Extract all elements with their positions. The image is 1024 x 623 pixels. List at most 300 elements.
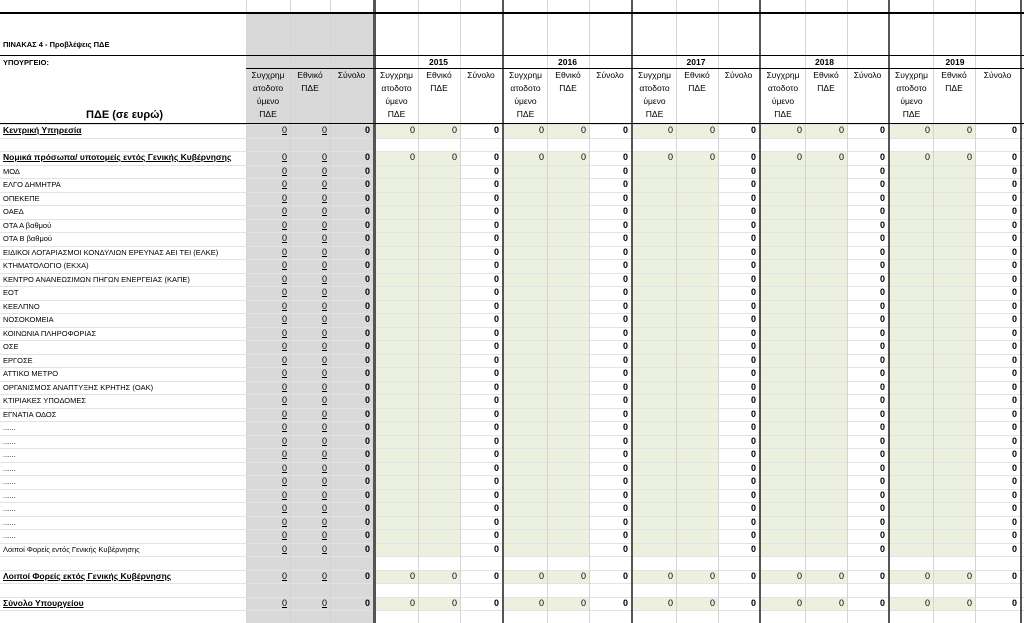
- cell-value[interactable]: 0: [1011, 233, 1017, 243]
- cell-value[interactable]: 0: [281, 530, 287, 540]
- cell-value[interactable]: 0: [1011, 435, 1017, 446]
- cell-value[interactable]: 0: [924, 125, 930, 135]
- cell-value[interactable]: 0: [281, 570, 287, 581]
- cell-value[interactable]: 0: [409, 125, 415, 135]
- cell-value[interactable]: 0: [879, 368, 885, 378]
- cell-value[interactable]: 0: [1011, 449, 1017, 459]
- cell-value[interactable]: 0: [321, 206, 327, 216]
- cell-value[interactable]: 0: [750, 314, 756, 324]
- cell-value[interactable]: 0: [879, 422, 885, 432]
- cell-value[interactable]: 0: [493, 354, 499, 365]
- cell-value[interactable]: 0: [879, 192, 885, 203]
- cell-value[interactable]: 0: [451, 570, 457, 581]
- cell-value[interactable]: 0: [1011, 206, 1017, 216]
- cell-value[interactable]: 0: [709, 152, 715, 162]
- cell-value[interactable]: 0: [750, 219, 756, 230]
- cell-value[interactable]: 0: [493, 381, 499, 392]
- cell-value[interactable]: 0: [493, 368, 499, 378]
- cell-value[interactable]: 0: [321, 570, 327, 581]
- cell-value[interactable]: 0: [281, 381, 287, 392]
- cell-value[interactable]: 0: [281, 503, 287, 513]
- cell-value[interactable]: 0: [796, 570, 802, 581]
- cell-value[interactable]: 0: [622, 449, 628, 459]
- cell-value[interactable]: 0: [321, 152, 327, 162]
- cell-value[interactable]: 0: [879, 570, 885, 581]
- cell-value[interactable]: 0: [1011, 381, 1017, 392]
- cell-value[interactable]: 0: [409, 570, 415, 581]
- cell-value[interactable]: 0: [879, 381, 885, 392]
- cell-value[interactable]: 0: [364, 233, 370, 243]
- cell-value[interactable]: 0: [750, 597, 756, 608]
- cell-value[interactable]: 0: [622, 543, 628, 554]
- cell-value[interactable]: 0: [364, 435, 370, 446]
- cell-value[interactable]: 0: [321, 233, 327, 243]
- cell-value[interactable]: 0: [321, 543, 327, 554]
- cell-value[interactable]: 0: [750, 165, 756, 176]
- cell-value[interactable]: 0: [1011, 300, 1017, 311]
- cell-value[interactable]: 0: [321, 354, 327, 365]
- cell-value[interactable]: 0: [493, 273, 499, 284]
- cell-value[interactable]: 0: [538, 125, 544, 135]
- cell-value[interactable]: 0: [493, 435, 499, 446]
- cell-value[interactable]: 0: [493, 260, 499, 270]
- cell-value[interactable]: 0: [364, 530, 370, 540]
- cell-value[interactable]: 0: [879, 246, 885, 257]
- cell-value[interactable]: 0: [622, 516, 628, 527]
- cell-value[interactable]: 0: [750, 435, 756, 446]
- cell-value[interactable]: 0: [321, 462, 327, 473]
- cell-value[interactable]: 0: [1011, 597, 1017, 608]
- cell-value[interactable]: 0: [667, 152, 673, 162]
- cell-value[interactable]: 0: [879, 435, 885, 446]
- cell-value[interactable]: 0: [364, 165, 370, 176]
- cell-value[interactable]: 0: [1011, 287, 1017, 297]
- cell-value[interactable]: 0: [364, 192, 370, 203]
- cell-value[interactable]: 0: [750, 125, 756, 135]
- cell-value[interactable]: 0: [966, 597, 972, 608]
- cell-value[interactable]: 0: [321, 597, 327, 608]
- cell-value[interactable]: 0: [667, 570, 673, 581]
- cell-value[interactable]: 0: [281, 422, 287, 432]
- cell-value[interactable]: 0: [750, 570, 756, 581]
- cell-value[interactable]: 0: [1011, 476, 1017, 486]
- cell-value[interactable]: 0: [364, 246, 370, 257]
- cell-value[interactable]: 0: [622, 152, 628, 162]
- cell-value[interactable]: 0: [364, 206, 370, 216]
- cell-value[interactable]: 0: [796, 125, 802, 135]
- cell-value[interactable]: 0: [622, 422, 628, 432]
- cell-value[interactable]: 0: [622, 381, 628, 392]
- cell-value[interactable]: 0: [281, 233, 287, 243]
- cell-value[interactable]: 0: [622, 327, 628, 338]
- cell-value[interactable]: 0: [409, 152, 415, 162]
- cell-value[interactable]: 0: [538, 597, 544, 608]
- cell-value[interactable]: 0: [879, 530, 885, 540]
- cell-value[interactable]: 0: [1011, 516, 1017, 527]
- cell-value[interactable]: 0: [493, 449, 499, 459]
- cell-value[interactable]: 0: [281, 152, 287, 162]
- cell-value[interactable]: 0: [1011, 179, 1017, 189]
- cell-value[interactable]: 0: [622, 368, 628, 378]
- cell-value[interactable]: 0: [364, 570, 370, 581]
- cell-value[interactable]: 0: [281, 408, 287, 419]
- cell-value[interactable]: 0: [1011, 489, 1017, 500]
- cell-value[interactable]: 0: [281, 435, 287, 446]
- cell-value[interactable]: 0: [1011, 192, 1017, 203]
- cell-value[interactable]: 0: [750, 246, 756, 257]
- cell-value[interactable]: 0: [493, 219, 499, 230]
- cell-value[interactable]: 0: [281, 206, 287, 216]
- cell-value[interactable]: 0: [750, 192, 756, 203]
- cell-value[interactable]: 0: [321, 530, 327, 540]
- cell-value[interactable]: 0: [622, 354, 628, 365]
- cell-value[interactable]: 0: [281, 341, 287, 351]
- cell-value[interactable]: 0: [364, 314, 370, 324]
- cell-value[interactable]: 0: [281, 327, 287, 338]
- cell-value[interactable]: 0: [364, 597, 370, 608]
- cell-value[interactable]: 0: [924, 570, 930, 581]
- cell-value[interactable]: 0: [750, 449, 756, 459]
- cell-value[interactable]: 0: [281, 476, 287, 486]
- cell-value[interactable]: 0: [281, 516, 287, 527]
- cell-value[interactable]: 0: [879, 219, 885, 230]
- cell-value[interactable]: 0: [622, 341, 628, 351]
- cell-value[interactable]: 0: [364, 368, 370, 378]
- cell-value[interactable]: 0: [1011, 395, 1017, 405]
- cell-value[interactable]: 0: [364, 300, 370, 311]
- cell-value[interactable]: 0: [879, 152, 885, 162]
- cell-value[interactable]: 0: [321, 273, 327, 284]
- cell-value[interactable]: 0: [281, 543, 287, 554]
- cell-value[interactable]: 0: [838, 597, 844, 608]
- cell-value[interactable]: 0: [281, 273, 287, 284]
- cell-value[interactable]: 0: [321, 179, 327, 189]
- cell-value[interactable]: 0: [879, 449, 885, 459]
- cell-value[interactable]: 0: [321, 435, 327, 446]
- cell-value[interactable]: 0: [879, 233, 885, 243]
- cell-value[interactable]: 0: [1011, 570, 1017, 581]
- cell-value[interactable]: 0: [838, 125, 844, 135]
- cell-value[interactable]: 0: [838, 570, 844, 581]
- cell-value[interactable]: 0: [879, 408, 885, 419]
- cell-value[interactable]: 0: [321, 260, 327, 270]
- cell-value[interactable]: 0: [321, 246, 327, 257]
- cell-value[interactable]: 0: [364, 516, 370, 527]
- cell-value[interactable]: 0: [879, 165, 885, 176]
- cell-value[interactable]: 0: [493, 165, 499, 176]
- cell-value[interactable]: 0: [750, 233, 756, 243]
- cell-value[interactable]: 0: [879, 543, 885, 554]
- cell-value[interactable]: 0: [1011, 503, 1017, 513]
- cell-value[interactable]: 0: [879, 395, 885, 405]
- cell-value[interactable]: 0: [281, 300, 287, 311]
- cell-value[interactable]: 0: [750, 354, 756, 365]
- cell-value[interactable]: 0: [750, 462, 756, 473]
- cell-value[interactable]: 0: [750, 543, 756, 554]
- cell-value[interactable]: 0: [1011, 273, 1017, 284]
- cell-value[interactable]: 0: [364, 408, 370, 419]
- cell-value[interactable]: 0: [321, 489, 327, 500]
- cell-value[interactable]: 0: [364, 125, 370, 135]
- cell-value[interactable]: 0: [622, 503, 628, 513]
- cell-value[interactable]: 0: [321, 408, 327, 419]
- cell-value[interactable]: 0: [1011, 341, 1017, 351]
- cell-value[interactable]: 0: [281, 125, 287, 135]
- cell-value[interactable]: 0: [879, 314, 885, 324]
- cell-value[interactable]: 0: [493, 530, 499, 540]
- cell-value[interactable]: 0: [281, 179, 287, 189]
- cell-value[interactable]: 0: [750, 206, 756, 216]
- cell-value[interactable]: 0: [321, 422, 327, 432]
- cell-value[interactable]: 0: [321, 165, 327, 176]
- cell-value[interactable]: 0: [493, 422, 499, 432]
- cell-value[interactable]: 0: [364, 260, 370, 270]
- cell-value[interactable]: 0: [493, 503, 499, 513]
- cell-value[interactable]: 0: [493, 125, 499, 135]
- cell-value[interactable]: 0: [451, 597, 457, 608]
- cell-value[interactable]: 0: [364, 489, 370, 500]
- cell-value[interactable]: 0: [750, 273, 756, 284]
- cell-value[interactable]: 0: [1011, 165, 1017, 176]
- cell-value[interactable]: 0: [796, 597, 802, 608]
- cell-value[interactable]: 0: [924, 152, 930, 162]
- cell-value[interactable]: 0: [966, 152, 972, 162]
- cell-value[interactable]: 0: [750, 516, 756, 527]
- cell-value[interactable]: 0: [879, 341, 885, 351]
- cell-value[interactable]: 0: [493, 341, 499, 351]
- cell-value[interactable]: 0: [281, 354, 287, 365]
- cell-value[interactable]: 0: [879, 287, 885, 297]
- cell-value[interactable]: 0: [879, 462, 885, 473]
- cell-value[interactable]: 0: [1011, 368, 1017, 378]
- cell-value[interactable]: 0: [364, 543, 370, 554]
- cell-value[interactable]: 0: [580, 597, 586, 608]
- cell-value[interactable]: 0: [281, 597, 287, 608]
- cell-value[interactable]: 0: [1011, 408, 1017, 419]
- cell-value[interactable]: 0: [622, 287, 628, 297]
- cell-value[interactable]: 0: [709, 570, 715, 581]
- cell-value[interactable]: 0: [493, 314, 499, 324]
- cell-value[interactable]: 0: [364, 152, 370, 162]
- cell-value[interactable]: 0: [879, 206, 885, 216]
- cell-value[interactable]: 0: [1011, 327, 1017, 338]
- cell-value[interactable]: 0: [493, 179, 499, 189]
- cell-value[interactable]: 0: [750, 341, 756, 351]
- cell-value[interactable]: 0: [622, 233, 628, 243]
- cell-value[interactable]: 0: [493, 233, 499, 243]
- cell-value[interactable]: 0: [281, 287, 287, 297]
- cell-value[interactable]: 0: [879, 273, 885, 284]
- cell-value[interactable]: 0: [622, 395, 628, 405]
- cell-value[interactable]: 0: [622, 300, 628, 311]
- cell-value[interactable]: 0: [364, 476, 370, 486]
- cell-value[interactable]: 0: [622, 408, 628, 419]
- cell-value[interactable]: 0: [364, 219, 370, 230]
- cell-value[interactable]: 0: [622, 462, 628, 473]
- cell-value[interactable]: 0: [451, 125, 457, 135]
- cell-value[interactable]: 0: [1011, 260, 1017, 270]
- cell-value[interactable]: 0: [622, 597, 628, 608]
- cell-value[interactable]: 0: [493, 192, 499, 203]
- cell-value[interactable]: 0: [538, 152, 544, 162]
- cell-value[interactable]: 0: [838, 152, 844, 162]
- cell-value[interactable]: 0: [281, 165, 287, 176]
- cell-value[interactable]: 0: [321, 503, 327, 513]
- cell-value[interactable]: 0: [493, 597, 499, 608]
- cell-value[interactable]: 0: [879, 125, 885, 135]
- cell-value[interactable]: 0: [750, 260, 756, 270]
- cell-value[interactable]: 0: [493, 462, 499, 473]
- cell-value[interactable]: 0: [709, 125, 715, 135]
- cell-value[interactable]: 0: [1011, 530, 1017, 540]
- cell-value[interactable]: 0: [321, 314, 327, 324]
- cell-value[interactable]: 0: [622, 530, 628, 540]
- cell-value[interactable]: 0: [879, 354, 885, 365]
- cell-value[interactable]: 0: [1011, 246, 1017, 257]
- cell-value[interactable]: 0: [750, 530, 756, 540]
- cell-value[interactable]: 0: [580, 125, 586, 135]
- cell-value[interactable]: 0: [364, 327, 370, 338]
- cell-value[interactable]: 0: [364, 449, 370, 459]
- cell-value[interactable]: 0: [879, 597, 885, 608]
- cell-value[interactable]: 0: [364, 273, 370, 284]
- cell-value[interactable]: 0: [493, 516, 499, 527]
- cell-value[interactable]: 0: [622, 476, 628, 486]
- cell-value[interactable]: 0: [879, 260, 885, 270]
- cell-value[interactable]: 0: [1011, 219, 1017, 230]
- cell-value[interactable]: 0: [321, 368, 327, 378]
- cell-value[interactable]: 0: [580, 570, 586, 581]
- cell-value[interactable]: 0: [281, 219, 287, 230]
- cell-value[interactable]: 0: [493, 206, 499, 216]
- cell-value[interactable]: 0: [750, 381, 756, 392]
- cell-value[interactable]: 0: [1011, 543, 1017, 554]
- cell-value[interactable]: 0: [281, 260, 287, 270]
- cell-value[interactable]: 0: [281, 246, 287, 257]
- cell-value[interactable]: 0: [281, 395, 287, 405]
- cell-value[interactable]: 0: [451, 152, 457, 162]
- cell-value[interactable]: 0: [281, 449, 287, 459]
- cell-value[interactable]: 0: [750, 408, 756, 419]
- cell-value[interactable]: 0: [321, 516, 327, 527]
- cell-value[interactable]: 0: [281, 192, 287, 203]
- cell-value[interactable]: 0: [538, 570, 544, 581]
- cell-value[interactable]: 0: [879, 516, 885, 527]
- cell-value[interactable]: 0: [879, 300, 885, 311]
- cell-value[interactable]: 0: [622, 219, 628, 230]
- cell-value[interactable]: 0: [493, 408, 499, 419]
- cell-value[interactable]: 0: [709, 597, 715, 608]
- cell-value[interactable]: 0: [622, 179, 628, 189]
- cell-value[interactable]: 0: [321, 381, 327, 392]
- cell-value[interactable]: 0: [321, 125, 327, 135]
- cell-value[interactable]: 0: [750, 476, 756, 486]
- cell-value[interactable]: 0: [364, 381, 370, 392]
- cell-value[interactable]: 0: [1011, 422, 1017, 432]
- cell-value[interactable]: 0: [622, 570, 628, 581]
- cell-value[interactable]: 0: [622, 246, 628, 257]
- cell-value[interactable]: 0: [750, 300, 756, 311]
- cell-value[interactable]: 0: [281, 462, 287, 473]
- cell-value[interactable]: 0: [1011, 314, 1017, 324]
- cell-value[interactable]: 0: [493, 489, 499, 500]
- cell-value[interactable]: 0: [879, 179, 885, 189]
- cell-value[interactable]: 0: [622, 273, 628, 284]
- cell-value[interactable]: 0: [321, 341, 327, 351]
- cell-value[interactable]: 0: [879, 489, 885, 500]
- cell-value[interactable]: 0: [321, 287, 327, 297]
- cell-value[interactable]: 0: [750, 287, 756, 297]
- cell-value[interactable]: 0: [493, 476, 499, 486]
- cell-value[interactable]: 0: [622, 489, 628, 500]
- cell-value[interactable]: 0: [924, 597, 930, 608]
- cell-value[interactable]: 0: [622, 165, 628, 176]
- cell-value[interactable]: 0: [796, 152, 802, 162]
- cell-value[interactable]: 0: [1011, 462, 1017, 473]
- cell-value[interactable]: 0: [493, 543, 499, 554]
- cell-value[interactable]: 0: [364, 179, 370, 189]
- cell-value[interactable]: 0: [966, 570, 972, 581]
- cell-value[interactable]: 0: [580, 152, 586, 162]
- cell-value[interactable]: 0: [364, 503, 370, 513]
- cell-value[interactable]: 0: [750, 395, 756, 405]
- cell-value[interactable]: 0: [364, 354, 370, 365]
- cell-value[interactable]: 0: [750, 503, 756, 513]
- cell-value[interactable]: 0: [321, 449, 327, 459]
- cell-value[interactable]: 0: [1011, 152, 1017, 162]
- cell-value[interactable]: 0: [493, 246, 499, 257]
- cell-value[interactable]: 0: [364, 341, 370, 351]
- cell-value[interactable]: 0: [622, 192, 628, 203]
- cell-value[interactable]: 0: [750, 179, 756, 189]
- cell-value[interactable]: 0: [321, 327, 327, 338]
- cell-value[interactable]: 0: [321, 300, 327, 311]
- cell-value[interactable]: 0: [493, 395, 499, 405]
- cell-value[interactable]: 0: [321, 395, 327, 405]
- cell-value[interactable]: 0: [281, 489, 287, 500]
- cell-value[interactable]: 0: [493, 152, 499, 162]
- cell-value[interactable]: 0: [879, 476, 885, 486]
- cell-value[interactable]: 0: [622, 125, 628, 135]
- cell-value[interactable]: 0: [364, 287, 370, 297]
- cell-value[interactable]: 0: [622, 435, 628, 446]
- cell-value[interactable]: 0: [281, 368, 287, 378]
- cell-value[interactable]: 0: [750, 152, 756, 162]
- cell-value[interactable]: 0: [750, 422, 756, 432]
- cell-value[interactable]: 0: [321, 192, 327, 203]
- cell-value[interactable]: 0: [879, 503, 885, 513]
- cell-value[interactable]: 0: [1011, 354, 1017, 365]
- cell-value[interactable]: 0: [622, 260, 628, 270]
- cell-value[interactable]: 0: [493, 287, 499, 297]
- cell-value[interactable]: 0: [493, 300, 499, 311]
- cell-value[interactable]: 0: [879, 327, 885, 338]
- cell-value[interactable]: 0: [667, 597, 673, 608]
- cell-value[interactable]: 0: [750, 489, 756, 500]
- cell-value[interactable]: 0: [364, 462, 370, 473]
- cell-value[interactable]: 0: [622, 314, 628, 324]
- cell-value[interactable]: 0: [966, 125, 972, 135]
- cell-value[interactable]: 0: [750, 327, 756, 338]
- cell-value[interactable]: 0: [622, 206, 628, 216]
- cell-value[interactable]: 0: [1011, 125, 1017, 135]
- cell-value[interactable]: 0: [493, 570, 499, 581]
- cell-value[interactable]: 0: [321, 476, 327, 486]
- cell-value[interactable]: 0: [281, 314, 287, 324]
- cell-value[interactable]: 0: [493, 327, 499, 338]
- cell-value[interactable]: 0: [409, 597, 415, 608]
- cell-value[interactable]: 0: [750, 368, 756, 378]
